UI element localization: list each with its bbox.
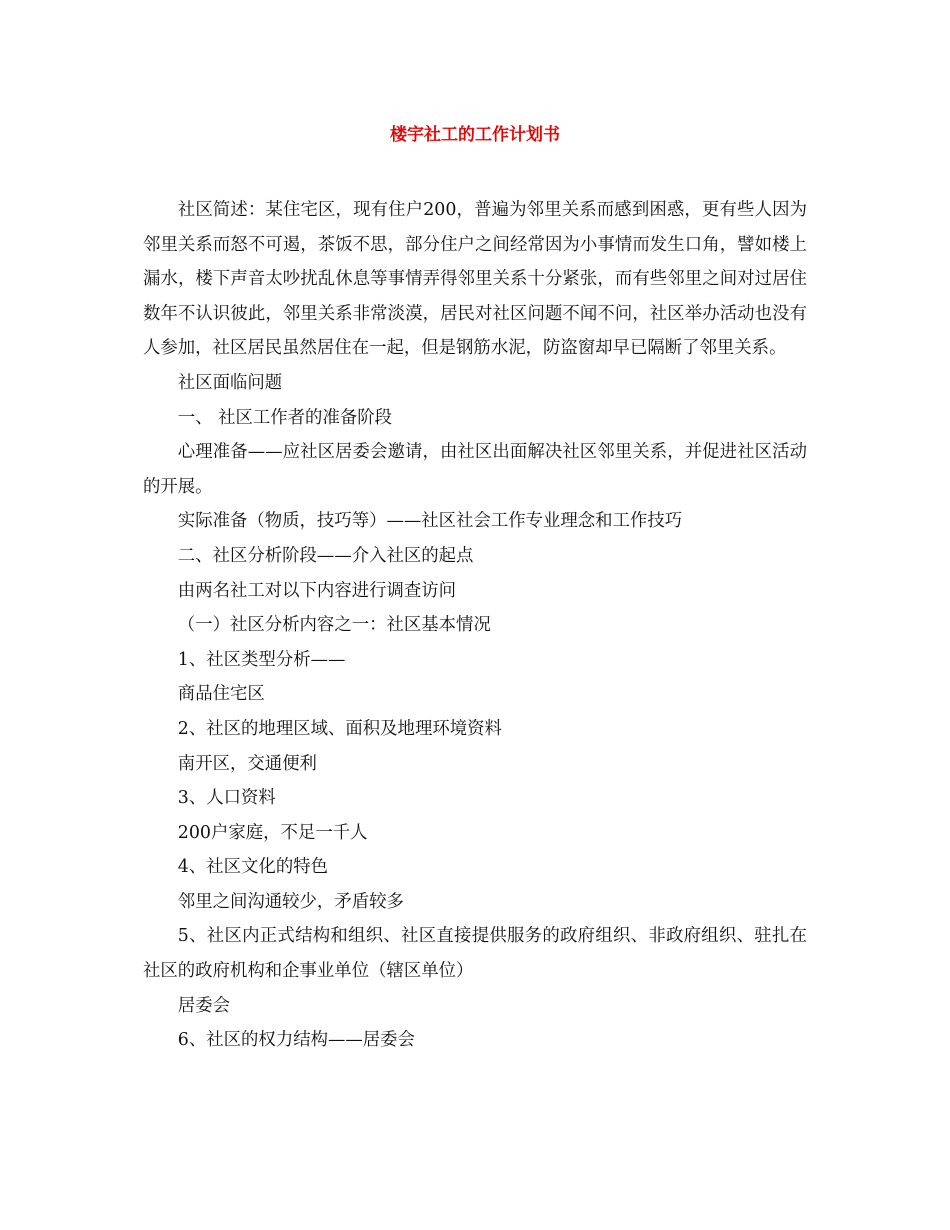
paragraph-community-issues-heading: 社区面临问题 xyxy=(177,372,283,393)
list-answer-community-type: 商品住宅区 xyxy=(177,684,265,705)
paragraph-subsection-one-heading: （一）社区分析内容之一：社区基本情况 xyxy=(177,615,491,636)
paragraph-practical-preparation: 实际准备（物质，技巧等）——社区社会工作专业理念和工作技巧 xyxy=(177,511,683,532)
paragraph-section-one-heading: 一、 社区工作者的准备阶段 xyxy=(177,407,393,428)
document-body xyxy=(143,193,807,1058)
list-item-geography: 2、社区的地理区域、面积及地理环境资料 xyxy=(177,718,502,739)
paragraph-survey-intro: 由两名社工对以下内容进行调查访问 xyxy=(177,580,457,601)
paragraph-section-two-heading: 二、社区分析阶段——介入社区的起点 xyxy=(177,545,474,566)
list-answer-population: 200户家庭，不足一千人 xyxy=(177,822,368,843)
list-item-community-type: 1、社区类型分析—— xyxy=(177,649,346,670)
list-item-power-structure: 6、社区的权力结构——居委会 xyxy=(177,1030,415,1051)
list-answer-culture: 邻里之间沟通较少，矛盾较多 xyxy=(177,891,404,912)
list-answer-geography: 南开区，交通便利 xyxy=(177,753,317,774)
paragraph-mental-preparation: 心理准备——应社区居委会邀请，由社区出面解决社区邻里关系，并促进社区活动的开展。 xyxy=(143,442,807,497)
list-item-culture: 4、社区文化的特色 xyxy=(177,857,328,878)
document-title: 楼宇社工的工作计划书 xyxy=(390,125,560,145)
list-item-organizations: 5、社区内正式结构和组织、社区直接提供服务的政府组织、非政府组织、驻扎在社区的政府机构和企事业单位（辖区单位） xyxy=(143,926,807,982)
list-answer-organizations: 居委会 xyxy=(177,995,230,1016)
paragraph-community-overview: 社区简述：某住宅区，现有住户200，普遍为邻里关系而感到困惑，更有些人因为邻里关系而怒不可遏，茶饭不思，部分住户之间经常因为小事情而发生口角，譬如楼上漏水，楼下声音太吵扰乱休息等事情弄得邻里关系十分紧张，而有些邻里之间对过居住数年不认识彼此，邻里关系非常淡漠，居民对社区问题不闻不问，社区举办活动也没有人参加，社区居民虽然居住在一起，但是钢筋水泥，防盗窗却早已隔断了邻里关系。 xyxy=(143,200,807,359)
list-item-population: 3、人口资料 xyxy=(177,788,276,809)
